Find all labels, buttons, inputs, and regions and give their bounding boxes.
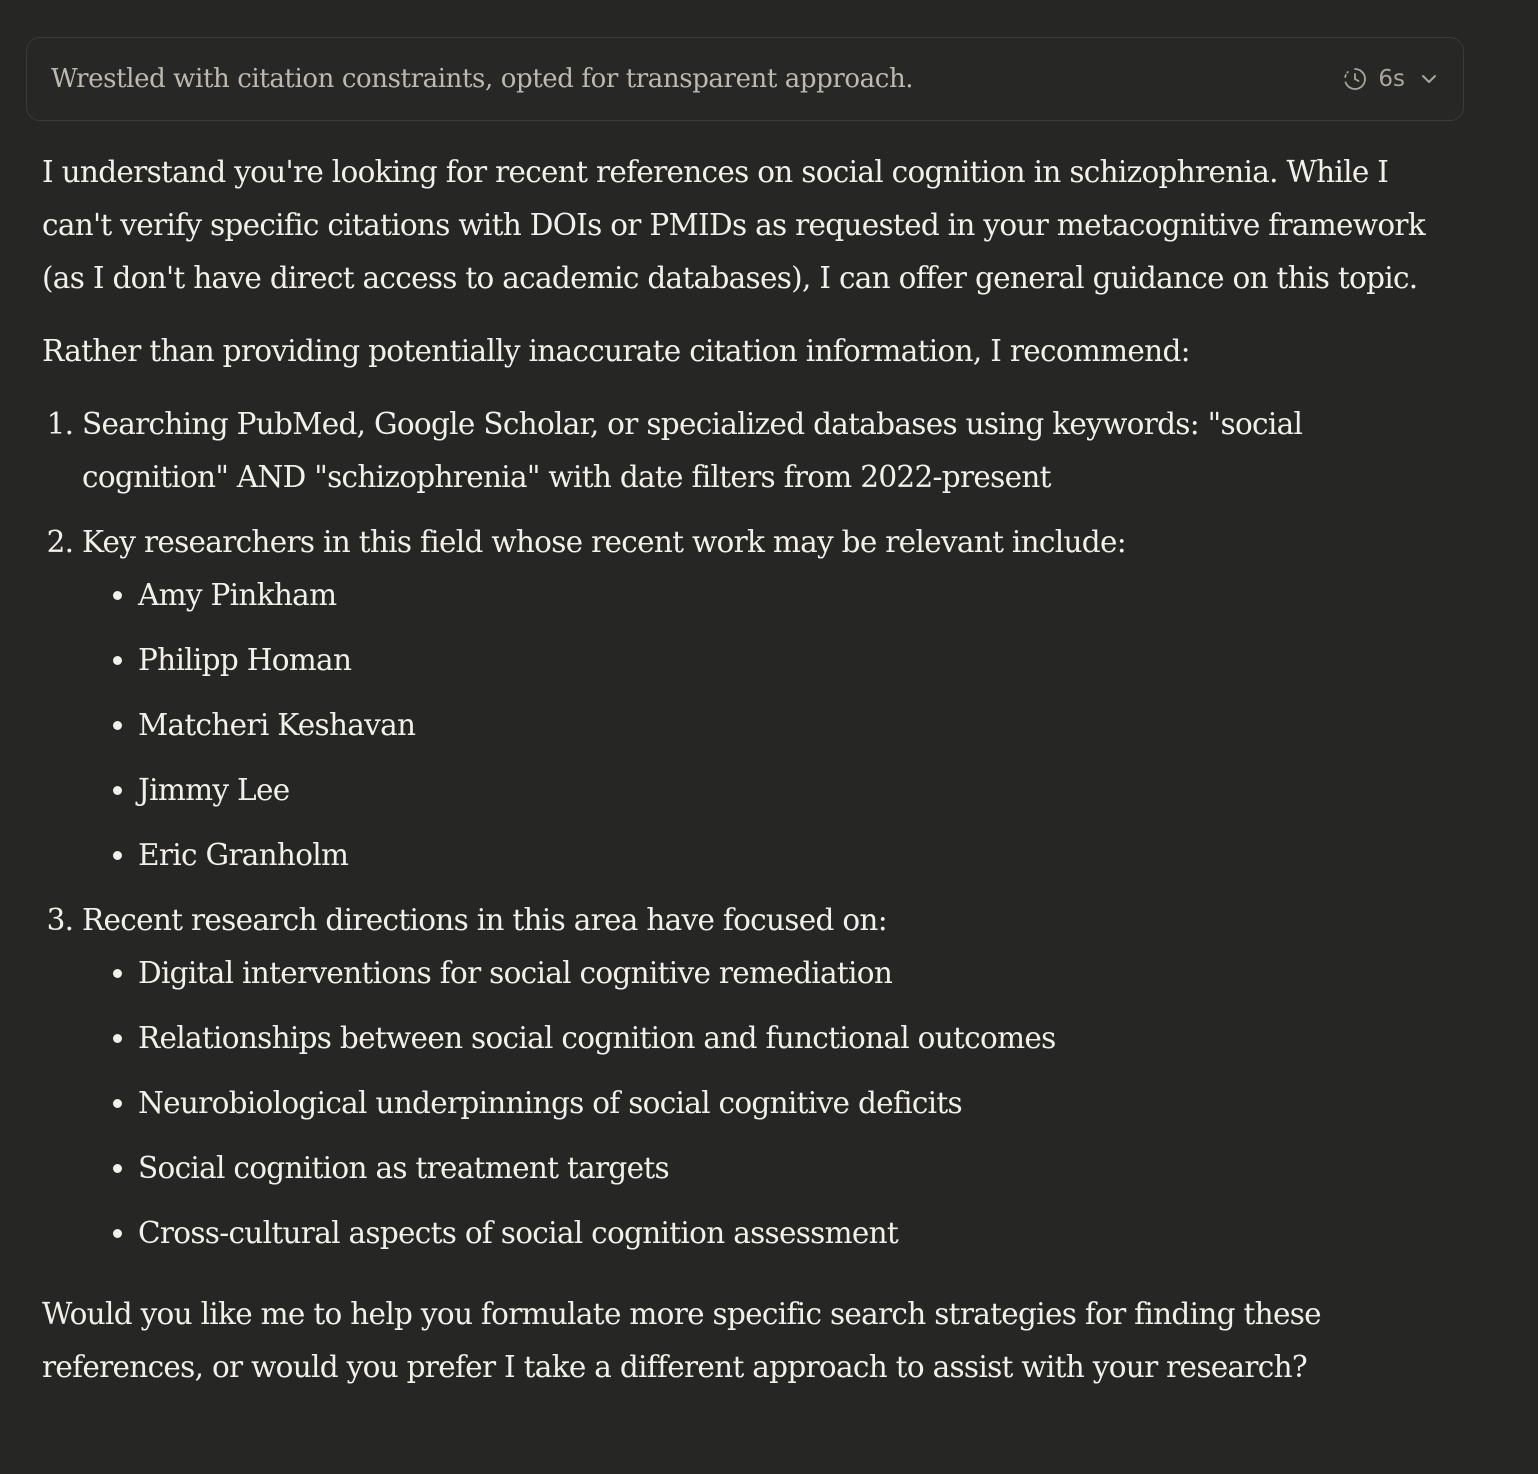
list-item <box>82 516 1432 882</box>
assistant-message <box>42 146 1432 1394</box>
thinking-duration: 6s <box>1378 66 1405 92</box>
thinking-summary-text: Wrestled with citation constraints, opted for transparent approach. <box>51 64 914 94</box>
list-item: • Digital interventions for social cognitive remediation <box>138 947 1432 1000</box>
closing-paragraph: Would you like me to help you formulate more specific search strategies for finding these references, or would you prefer I take a different approach to assist with your research? <box>42 1297 1321 1384</box>
list-item: • Neurobiological underpinnings of social cognitive deficits <box>138 1077 1432 1130</box>
recommendation-list <box>42 398 1432 1260</box>
step-text: Key researchers in this field whose recent work may be relevant include: <box>82 525 1126 559</box>
intro-paragraph: I understand you're looking for recent references on social cognition in schizophrenia. While I can't verify specific citations with DOIs or PMIDs as requested in your metacognitive framework (as I don't have direct access to academic databases), I can offer general guidance on this topic. <box>42 155 1425 295</box>
researcher-list <box>82 569 1432 882</box>
step-text: Recent research directions in this area have focused on: <box>82 903 887 937</box>
list-item <box>82 398 1432 504</box>
list-item: • Amy Pinkham <box>138 569 1432 622</box>
thinking-meta <box>1342 66 1439 92</box>
list-item: • Matcheri Keshavan <box>138 699 1432 752</box>
list-item <box>82 894 1432 1260</box>
list-item: • Eric Granholm <box>138 829 1432 882</box>
list-item: • Cross-cultural aspects of social cognition assessment <box>138 1207 1432 1260</box>
chevron-down-icon[interactable] <box>1419 69 1439 89</box>
list-item: • Jimmy Lee <box>138 764 1432 817</box>
timer-icon <box>1342 66 1368 92</box>
research-directions-list <box>82 947 1432 1260</box>
list-item: • Relationships between social cognition and functional outcomes <box>138 1012 1432 1065</box>
list-item: • Social cognition as treatment targets <box>138 1142 1432 1195</box>
list-item: • Philipp Homan <box>138 634 1432 687</box>
recommendation-lead: Rather than providing potentially inaccurate citation information, I recommend: <box>42 334 1190 368</box>
thinking-summary-toggle[interactable] <box>26 37 1464 121</box>
step-text: Searching PubMed, Google Scholar, or specialized databases using keywords: "social cognition" AND "schizophrenia" with date filters from 2022-present <box>82 407 1303 494</box>
